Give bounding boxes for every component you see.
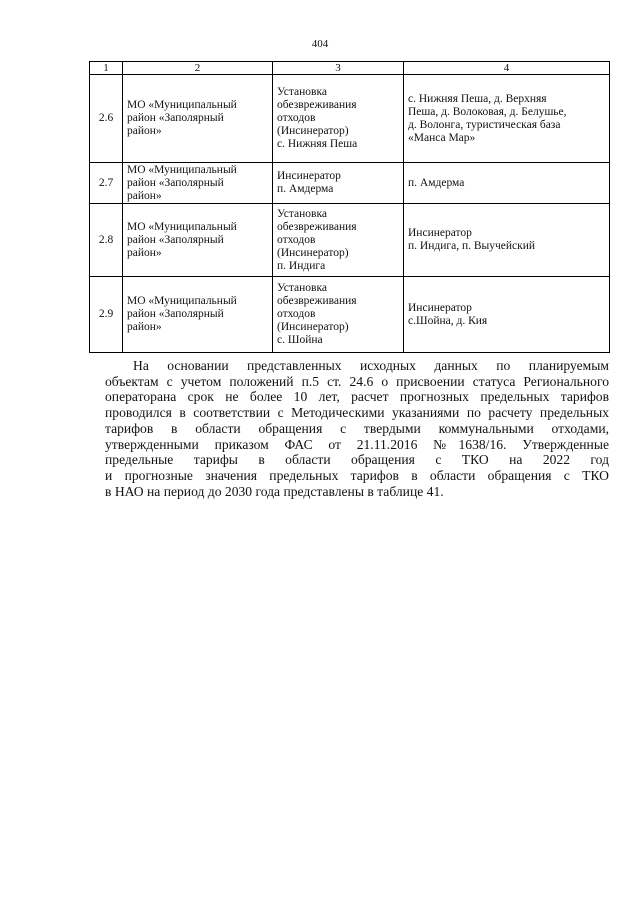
served-settlements-cell <box>404 277 610 353</box>
page-number: 404 <box>311 38 329 50</box>
cell-text-line: п. Амдерма <box>277 183 334 195</box>
served-settlements-cell <box>404 163 610 204</box>
served-settlements-cell <box>404 75 610 163</box>
paragraph-line: утвержденными приказом ФАС от 21.11.2016 №1638/16. Утвержденные <box>105 436 609 452</box>
cell-text-line: район «Заполярный <box>127 308 224 320</box>
cell-text-line: (Инсинератор) <box>277 246 349 259</box>
table-row <box>90 163 610 204</box>
cell-text-line: район» <box>127 125 162 137</box>
cell-text-line: (Инсинератор) <box>277 125 349 137</box>
table-row <box>90 277 610 353</box>
cell-text-line: (Инсинератор) <box>277 321 349 333</box>
cell-text-line: отходов <box>277 308 316 320</box>
cell-text-line: Инсинератор <box>408 301 472 314</box>
paragraph-line: На основании представленных исходных данных по планируемым <box>133 358 609 373</box>
cell-text-line: д. Волонга, туристическая база <box>408 118 561 131</box>
paragraph-line: операторана срок не более 10 лет, расчет прогнозных предельных тарифов <box>105 389 609 405</box>
district-cell <box>123 277 273 353</box>
cell-text-line: п. Индига, п. Выучейский <box>408 240 536 252</box>
column-header: 2 <box>123 62 273 75</box>
cell-text-line: Установка <box>277 282 327 294</box>
facility-cell <box>273 163 404 204</box>
paragraph-line: в НАО на период до 2030 года представлены в таблице 41. <box>105 483 444 499</box>
paragraph-line: проводился в соответствии с Методическими указаниями по расчету предельных <box>105 405 609 421</box>
cell-text-line: п. Амдерма <box>408 176 465 189</box>
cell-text-line: Установка <box>277 86 327 98</box>
table-row <box>90 75 610 163</box>
paragraph-line: объектам с учетом положений п.5 ст. 24.6 о присвоении статуса Регионального <box>105 373 609 389</box>
cell-text-line: МО «Муниципальный <box>127 220 237 233</box>
column-header: 1 <box>90 62 123 75</box>
district-cell <box>123 163 273 204</box>
row-number-cell: 2.8 <box>90 204 123 277</box>
cell-text-line: Установка <box>277 207 327 220</box>
cell-text-line: район» <box>127 321 162 333</box>
facility-cell <box>273 277 404 353</box>
cell-text-line: МО «Муниципальный <box>127 163 237 176</box>
cell-text-line: отходов <box>277 233 316 246</box>
column-header: 3 <box>273 62 404 75</box>
facility-cell <box>273 204 404 277</box>
district-cell <box>123 75 273 163</box>
cell-text-line: обезвреживания <box>277 295 357 307</box>
column-header: 4 <box>404 62 610 75</box>
cell-text-line: Пеша, д. Волоковая, д. Белушье, <box>408 105 567 118</box>
body-paragraph <box>105 358 609 499</box>
cell-text-line: МО «Муниципальный <box>127 99 237 111</box>
table-row <box>90 204 610 277</box>
cell-text-line: МО «Муниципальный <box>127 295 237 307</box>
cell-text-line: п. Индига <box>277 259 326 272</box>
cell-text-line: Инсинератор <box>277 170 341 182</box>
cell-text-line: отходов <box>277 112 316 124</box>
cell-text-line: Инсинератор <box>408 227 472 239</box>
cell-text-line: район «Заполярный <box>127 112 224 124</box>
district-cell <box>123 204 273 277</box>
paragraph-line: предельные тарифы в области обращения с ТКО на 2022 год <box>105 452 609 468</box>
cell-text-line: с. Шойна <box>277 334 323 346</box>
facility-cell <box>273 75 404 163</box>
served-settlements-cell <box>404 204 610 277</box>
table-header-row <box>90 62 610 75</box>
waste-facilities-table <box>89 61 610 353</box>
cell-text-line: район» <box>127 246 162 259</box>
paragraph-line: и прогнозные значения предельных тарифов в области обращения с ТКО <box>105 467 609 483</box>
cell-text-line: район» <box>127 189 162 202</box>
row-number-cell: 2.6 <box>90 75 123 163</box>
cell-text-line: «Манса Мар» <box>408 131 476 144</box>
cell-text-line: район «Заполярный <box>127 176 224 189</box>
cell-text-line: район «Заполярный <box>127 233 224 246</box>
row-number-cell: 2.7 <box>90 163 123 204</box>
cell-text-line: с. Нижняя Пеша <box>277 138 358 150</box>
cell-text-line: с. Нижняя Пеша, д. Верхняя <box>408 92 547 105</box>
row-number-cell: 2.9 <box>90 277 123 353</box>
cell-text-line: с.Шойна, д. Кия <box>408 314 488 327</box>
paragraph-line: тарифов в области обращения с твердыми коммунальными отходами, <box>105 420 609 436</box>
cell-text-line: обезвреживания <box>277 220 357 233</box>
cell-text-line: обезвреживания <box>277 99 357 111</box>
